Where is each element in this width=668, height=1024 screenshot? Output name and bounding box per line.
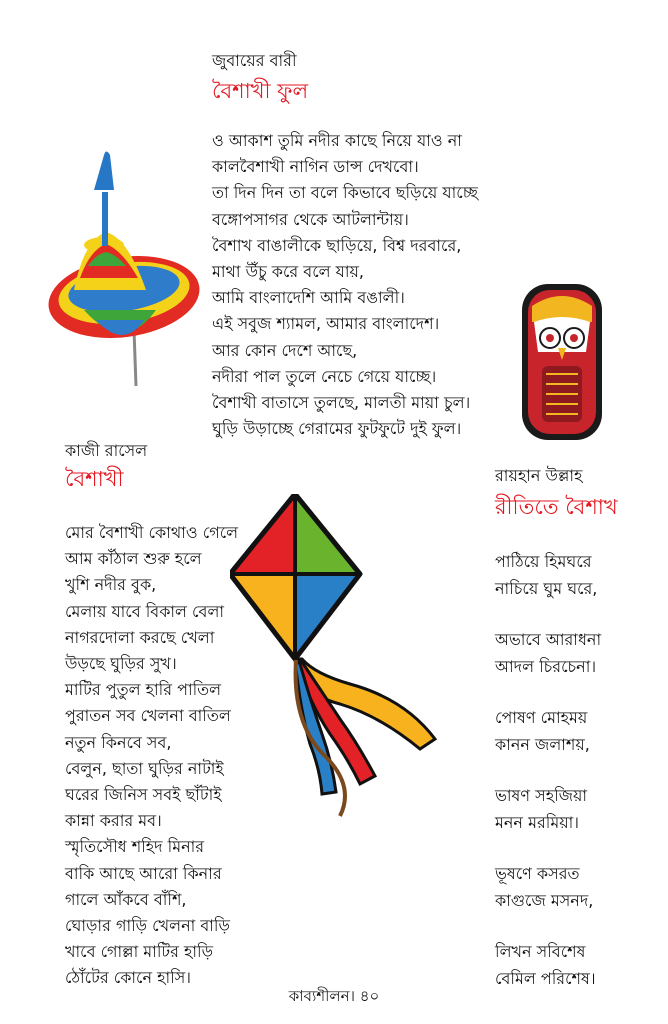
poem-line: কানন জলাশয়, [495, 735, 590, 754]
poem2-body [65, 520, 238, 992]
poem-line: খুশি নদীর বুক, [65, 575, 157, 595]
poem-line: পাঠিয়ে হিমঘরে [495, 552, 592, 571]
poem-line: কাগুজে মসনদ, [495, 891, 594, 910]
poem-line: বৈশাখী বাতাসে তুলছে, মালতী মায়া চুল। [212, 393, 471, 413]
poem2-title: বৈশাখী [65, 467, 124, 491]
poem-line: ভূষণে কসরত [495, 864, 580, 883]
poem-line: গালে আঁকবে বাঁশি, [65, 889, 187, 909]
poem-line: মনন মরমিয়া। [495, 813, 580, 832]
poem-line: আম কাঁঠাল শুরু হলে [65, 549, 202, 569]
poem-line: এই সবুজ শ্যামল, আমার বাংলাদেশ। [212, 314, 440, 334]
poem-line: নদীরা পাল তুলে নেচে গেয়ে যাচ্ছে। [212, 366, 437, 386]
poem-line: ঘরের জিনিস সবই ছাঁটাই [65, 785, 222, 805]
poem-line: অভাবে আরাধনা [495, 630, 602, 649]
poem-line: ঘোড়ার গাড়ি খেলনা বাড়ি [65, 916, 230, 936]
poem-line: মাটির পুতুল হারি পাতিল [65, 680, 222, 700]
poem-line: কালবৈশাখী নাগিন ডান্স দেখবো। [212, 157, 419, 177]
poem3-body [495, 548, 601, 1016]
poem-line: স্মৃতিসৌধ শহিদ মিনার [65, 837, 205, 857]
poem1-body [212, 128, 478, 442]
spinning-top-icon [44, 150, 202, 390]
poem-stanza [495, 548, 601, 602]
poem-line: বেমিল পরিশেষ। [495, 969, 596, 988]
poem-line: বেলুন, ছাতা ঘুড়ির নাটাই [65, 758, 224, 778]
poem-stanza [495, 938, 601, 992]
poem-line: আর কোন দেশে আছে, [212, 340, 358, 360]
kite-icon [230, 494, 440, 822]
poem-line: ঘুড়ি উড়াচ্ছে গেরামের ফুটফুটে দুই ফুল। [212, 419, 462, 439]
poem3-author: রায়হান উল্লাহ [495, 466, 583, 485]
poem-line: বাকি আছে আরো কিনার [65, 863, 222, 883]
poem-line: উড়ছে ঘুড়ির সুখ। [65, 654, 177, 674]
poem-line: মাথা উঁচু করে বলে যায়, [212, 262, 365, 282]
poem-line: খাবে গোল্লা মাটির হাড়ি [65, 942, 214, 962]
poem-line: নতুন কিনবে সব, [65, 732, 172, 752]
poem-line: মেলায় যাবে বিকাল বেলা [65, 601, 225, 621]
poem-line: তা দিন দিন তা বলে কিভাবে ছড়িয়ে যাচ্ছে [212, 183, 478, 203]
poem-line: বৈশাখ বাঙালীকে ছাড়িয়ে, বিশ্ব দরবারে, [212, 235, 462, 255]
poem-stanza [495, 860, 601, 914]
page-footer: কাব্যশীলন। ৪০ [288, 987, 380, 1005]
poem-line: নাগরদোলা করছে খেলা [65, 627, 215, 647]
festival-mask-icon [520, 282, 604, 442]
poem-line: পোষণ মোহময় [495, 708, 588, 727]
poem-line: মোর বৈশাখী কোথাও গেলে [65, 523, 239, 542]
poem3-title: রীতিতে বৈশাখ [495, 495, 618, 519]
poem-line: ঠোঁটের কোনে হাসি। [65, 968, 192, 988]
poem-line: আমি বাংলাদেশি আমি বঙালী। [212, 288, 405, 308]
poem-line: ভাষণ সহজিয়া [495, 786, 588, 805]
poem1-author: জুবায়ের বারী [212, 51, 297, 70]
poem-line: বঙ্গোপসাগর থেকে আটলান্টায়। [212, 209, 409, 229]
poem2-author: কাজী রাসেল [65, 441, 148, 460]
poem-line: লিখন সবিশেষ [495, 942, 586, 961]
poem-stanza [495, 704, 601, 758]
poem-line: নাচিয়ে ঘুম ঘরে, [495, 579, 598, 598]
poem-line: পুরাতন সব খেলনা বাতিল [65, 706, 231, 726]
poem-line: ও আকাশ তুমি নদীর কাছে নিয়ে যাও না [212, 131, 462, 150]
poem-stanza [495, 782, 601, 836]
poem1-title: বৈশাখী ফুল [212, 79, 309, 103]
poem-stanza [495, 626, 601, 680]
poem-line: আদল চিরচেনা। [495, 657, 597, 676]
poem-line: কান্না করার মব। [65, 811, 162, 831]
